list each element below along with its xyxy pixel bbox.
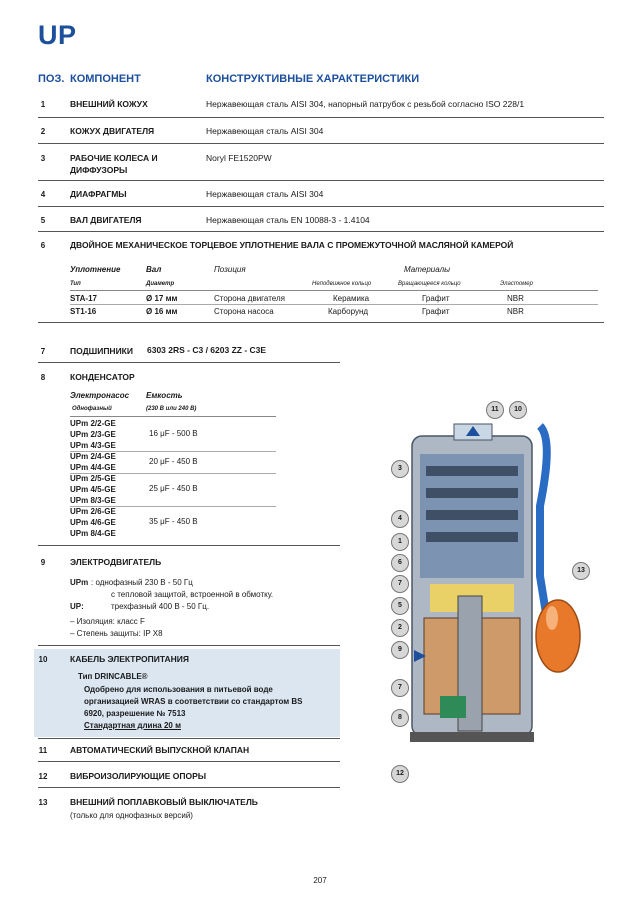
base-supports [410,732,534,742]
float-highlight [546,606,558,630]
callout-4: 4 [391,510,409,528]
seal-header-position: Позиция [214,265,246,274]
cap-value: 25 μF - 450 В [149,484,198,493]
cap-model: UPm 8/4-GE [70,529,116,538]
tail-13-note: (только для однофазных версий) [70,811,193,820]
float-switch [536,600,580,672]
callout-12: 12 [391,765,409,783]
header-characteristics: КОНСТРУКТИВНЫЕ ХАРАКТЕРИСТИКИ [206,73,420,85]
divider [70,416,276,417]
callout-7b: 7 [391,679,409,697]
row-4-num: 4 [40,190,46,199]
seal-row-1-fixed: Керамика [333,294,370,303]
impeller-stage [426,532,518,542]
row-3-num: 3 [40,154,46,163]
row-4-component: ДИАФРАГМЫ [70,189,127,199]
divider [38,322,604,323]
row-5-desc: Нержавеющая сталь EN 10088-3 - 1.4104 [206,215,370,225]
cable-type: Тип DRINCABLE® [78,672,148,681]
callout-6: 6 [391,554,409,572]
row-4-desc: Нержавеющая сталь AISI 304 [206,189,324,199]
row-3-desc: Noryl FE1520PW [206,153,272,163]
seal-sub-type: Тип [70,281,81,287]
row-2-desc: Нержавеющая сталь AISI 304 [206,126,324,136]
bearings-label: ПОДШИПНИКИ [70,346,133,356]
seal-row-2-elastomer: NBR [507,307,524,316]
row-1-component: ВНЕШНИЙ КОЖУХ [70,99,148,109]
cable-num: 10 [38,655,48,664]
cable-line3: 6920, разрешение № 7513 [84,709,186,718]
callout-11: 11 [486,401,504,419]
callout-13: 13 [572,562,590,580]
divider [38,738,340,739]
callout-9: 9 [391,641,409,659]
seal-row-2-rotating: Графит [422,307,450,316]
callout-3: 3 [391,460,409,478]
seal-sub-rotating-ring: Вращающееся кольцо [398,281,461,287]
divider [38,206,604,207]
impeller-stage [426,466,518,476]
power-cable [540,426,548,626]
tail-13-label: ВНЕШНИЙ ПОПЛАВКОВЫЙ ВЫКЛЮЧАТЕЛЬ [70,797,258,807]
capacitor-sub-single: Однофазный [72,406,112,412]
cap-model: UPm 2/2-GE [70,419,116,428]
divider [38,362,340,363]
bearings-num: 7 [40,347,46,356]
seal-row-1-position: Сторона двигателя [214,294,285,303]
cable-label: КАБЕЛЬ ЭЛЕКТРОПИТАНИЯ [70,654,190,664]
cable-std-length: Стандартная длина 20 м [84,721,181,730]
motor-label: ЭЛЕКТРОДВИГАТЕЛЬ [70,557,162,567]
seal-row-1-diameter: Ø 17 мм [146,294,178,303]
seal-header-shaft: Вал [146,265,162,274]
impeller-stage [426,510,518,520]
motor-insulation: – Изоляция: класс F [70,617,145,626]
cap-value: 20 μF - 450 В [149,457,198,466]
bearings-value: 6303 2RS - C3 / 6203 ZZ - C3E [147,345,267,355]
cable-line1: Одобрено для использования в питьевой воде [84,685,273,694]
tail-12-num: 12 [38,772,48,781]
tail-12-label: ВИБРОИЗОЛИРУЮЩИЕ ОПОРЫ [70,771,207,781]
row-6-component: ДВОЙНОЕ МЕХАНИЧЕСКОЕ ТОРЦЕВОЕ УПЛОТНЕНИЕ ВАЛА С ПРОМЕЖУТОЧНОЙ МАСЛЯНОЙ КАМЕРОЙ [70,240,514,250]
motor-upm-text2: с тепловой защитой, встроенной в обмотку. [111,590,274,599]
row-6-num: 6 [40,241,46,250]
callout-2: 2 [391,619,409,637]
divider [38,180,604,181]
callout-10: 10 [509,401,527,419]
callout-8: 8 [391,709,409,727]
tail-11-num: 11 [38,746,48,755]
impeller-stage [426,488,518,498]
capacitor-num: 8 [40,373,46,382]
cap-model: UPm 4/6-GE [70,518,116,527]
motor-num: 9 [40,558,46,567]
cap-model: UPm 2/6-GE [70,507,116,516]
motor-up-text: трехфазный 400 В - 50 Гц. [111,602,210,611]
capacitor-header-capacity: Емкость [146,391,183,400]
callout-5: 5 [391,597,409,615]
header-pos: ПОЗ. [38,73,65,85]
cap-model: UPm 4/4-GE [70,463,116,472]
seal-header-materials: Материалы [404,265,450,274]
cap-model: UPm 2/5-GE [70,474,116,483]
cap-model: UPm 8/3-GE [70,496,116,505]
callout-7: 7 [391,575,409,593]
seal-row-1-type: STA-17 [70,294,97,303]
motor-up-label: UP: [70,602,84,611]
row-1-num: 1 [40,100,46,109]
seal-row-2-diameter: Ø 16 мм [146,307,178,316]
row-1-desc: Нержавеющая сталь AISI 304, напорный патрубок с резьбой согласно ISO 228/1 [206,99,525,109]
seal-row-2-position: Сторона насоса [214,307,274,316]
capacitor-header-pump: Электронасос [70,391,130,400]
cap-model: UPm 4/3-GE [70,441,116,450]
tail-13-num: 13 [38,798,48,807]
divider [38,143,604,144]
cap-model: UPm 4/5-GE [70,485,116,494]
row-2-num: 2 [40,127,46,136]
capacitor-sub-voltage: (230 В или 240 В) [146,406,197,412]
divider [38,545,340,546]
seal-sub-elastomer: Эластомер [500,281,533,287]
seal-row-2-type: ST1-16 [70,307,97,316]
cap-model: UPm 2/4-GE [70,452,116,461]
page-number: 207 [313,876,327,885]
divider [38,117,604,118]
callout-1: 1 [391,533,409,551]
pump-cross-section-illustration [380,396,590,796]
divider [38,645,340,646]
seal-sub-diameter: Диаметр [146,281,175,287]
seal-row-1-rotating: Графит [422,294,450,303]
motor-protection: – Степень защиты: IP X8 [70,629,163,638]
cable-line2: организацией WRAS в соответствии со стандартом BS [84,697,303,706]
divider [70,304,598,305]
row-3-component-line1: РАБОЧИЕ КОЛЕСА И [70,153,158,163]
motor-upm-label: UPm [70,578,89,587]
divider [38,231,604,232]
divider [38,787,340,788]
divider [70,290,598,291]
seal-sub-fixed-ring: Неподвижное кольцо [312,281,372,287]
cap-model: UPm 2/3-GE [70,430,116,439]
capacitor [440,696,466,718]
row-2-component: КОЖУХ ДВИГАТЕЛЯ [70,126,155,136]
motor-upm-text: : однофазный 230 В - 50 Гц [91,578,193,587]
divider [38,761,340,762]
seal-row-2-fixed: Карборунд [328,307,369,316]
tail-11-label: АВТОМАТИЧЕСКИЙ ВЫПУСКНОЙ КЛАПАН [70,745,250,755]
capacitor-label: КОНДЕНСАТОР [70,372,135,382]
header-component: КОМПОНЕНТ [70,73,141,85]
cap-value: 35 μF - 450 В [149,517,198,526]
seal-header-seal: Уплотнение [70,265,121,274]
row-3-component-line2: ДИФФУЗОРЫ [70,165,128,175]
row-5-num: 5 [40,216,46,225]
cap-value: 16 μF - 500 В [149,429,198,438]
row-5-component: ВАЛ ДВИГАТЕЛЯ [70,215,142,225]
seal-row-1-elastomer: NBR [507,294,524,303]
brand-title: UP [38,20,77,50]
